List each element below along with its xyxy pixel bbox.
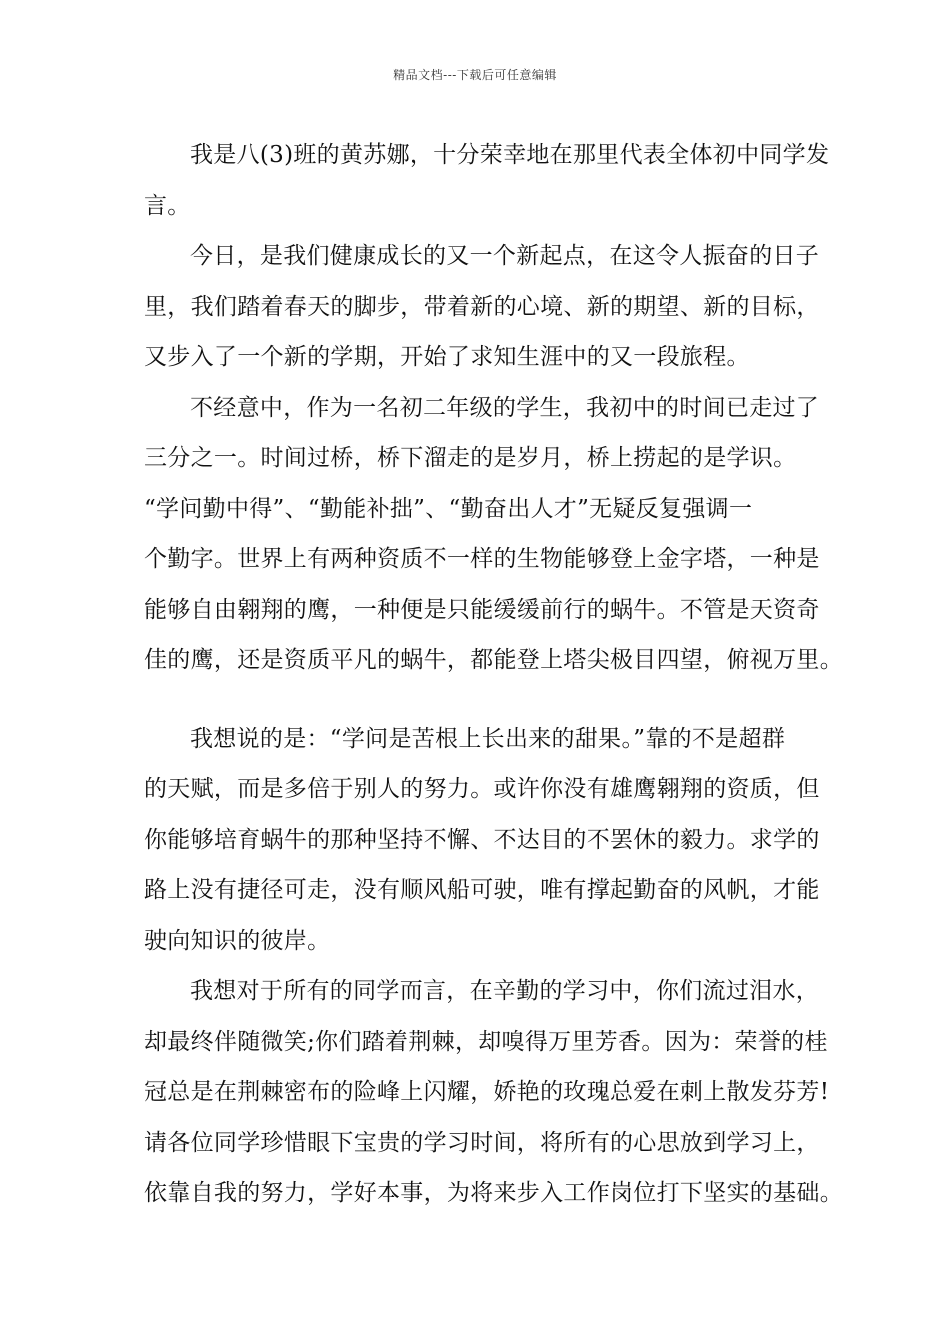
paragraph-line: 我想对于所有的同学而言，在辛勤的学习中，你们流过泪水， xyxy=(190,978,820,1004)
paragraph-line: 你能够培育蜗牛的那种坚持不懈、不达目的不罢休的毅力。求学的 xyxy=(144,826,820,853)
paragraph-line: “学问勤中得”、“勤能补拙”、“勤奋出人才”无疑反复强调一 xyxy=(144,495,753,522)
paragraph-line: 今日，是我们健康成长的又一个新起点，在这令人振奋的日子 xyxy=(190,243,820,269)
paragraph-line: 我想说的是：“学问是苦根上长出来的甜果。”靠的不是超群 xyxy=(190,725,786,752)
paragraph-line: 冠总是在荆棘密布的险峰上闪耀，娇艳的玫瑰总爱在刺上散发芬芳! xyxy=(144,1079,830,1105)
paragraph-line: 路上没有捷径可走，没有顺风船可驶，唯有撑起勤奋的风帆，才能 xyxy=(144,877,820,903)
paragraph-line: 又步入了一个新的学期，开始了求知生涯中的又一段旅程。 xyxy=(144,344,750,370)
paragraph-5 xyxy=(144,966,843,1219)
paragraph-3 xyxy=(144,383,843,686)
paragraph-line: 个勤字。世界上有两种资质不一样的生物能够登上金字塔，一种是 xyxy=(144,546,820,572)
document-body xyxy=(144,130,843,1219)
paragraph-line: 三分之一。时间过桥，桥下溜走的是岁月，桥上捞起的是学识。 xyxy=(144,445,797,471)
paragraph-line: 依靠自我的努力，学好本事，为将来步入工作岗位打下坚实的基础。 xyxy=(144,1180,843,1206)
paragraph-line: 能够自由翱翔的鹰，一种便是只能缓缓前行的蜗牛。不管是天资奇 xyxy=(144,596,820,623)
paragraph-line: 请各位同学珍惜眼下宝贵的学习时间，将所有的心思放到学习上， xyxy=(144,1129,820,1156)
paragraph-line: 言。 xyxy=(144,192,191,219)
paragraph-line: 佳的鹰，还是资质平凡的蜗牛，都能登上塔尖极目四望，俯视万里。 xyxy=(144,647,843,673)
paragraph-line: 驶向知识的彼岸。 xyxy=(144,927,331,954)
paragraph-line: 里，我们踏着春天的脚步，带着新的心境、新的期望、新的目标， xyxy=(144,293,820,320)
paragraph-4 xyxy=(144,714,820,967)
paragraph-1 xyxy=(144,130,830,231)
paragraph-2 xyxy=(144,231,820,383)
page-header: 精品文档---下载后可任意编辑 xyxy=(393,68,557,82)
paragraph-line: 却最终伴随微笑;你们踏着荆棘，却嗅得万里芳香。因为：荣誉的桂 xyxy=(144,1028,828,1055)
paragraph-line: 不经意中，作为一名初二年级的学生，我初中的时间已走过了 xyxy=(190,394,820,421)
paragraph-line: 我是八(3)班的黄苏娜，十分荣幸地在那里代表全体初中同学发 xyxy=(190,142,830,168)
paragraph-spacer xyxy=(144,686,814,714)
paragraph-line: 的天赋，而是多倍于别人的努力。或许你没有雄鹰翱翔的资质，但 xyxy=(144,776,820,802)
